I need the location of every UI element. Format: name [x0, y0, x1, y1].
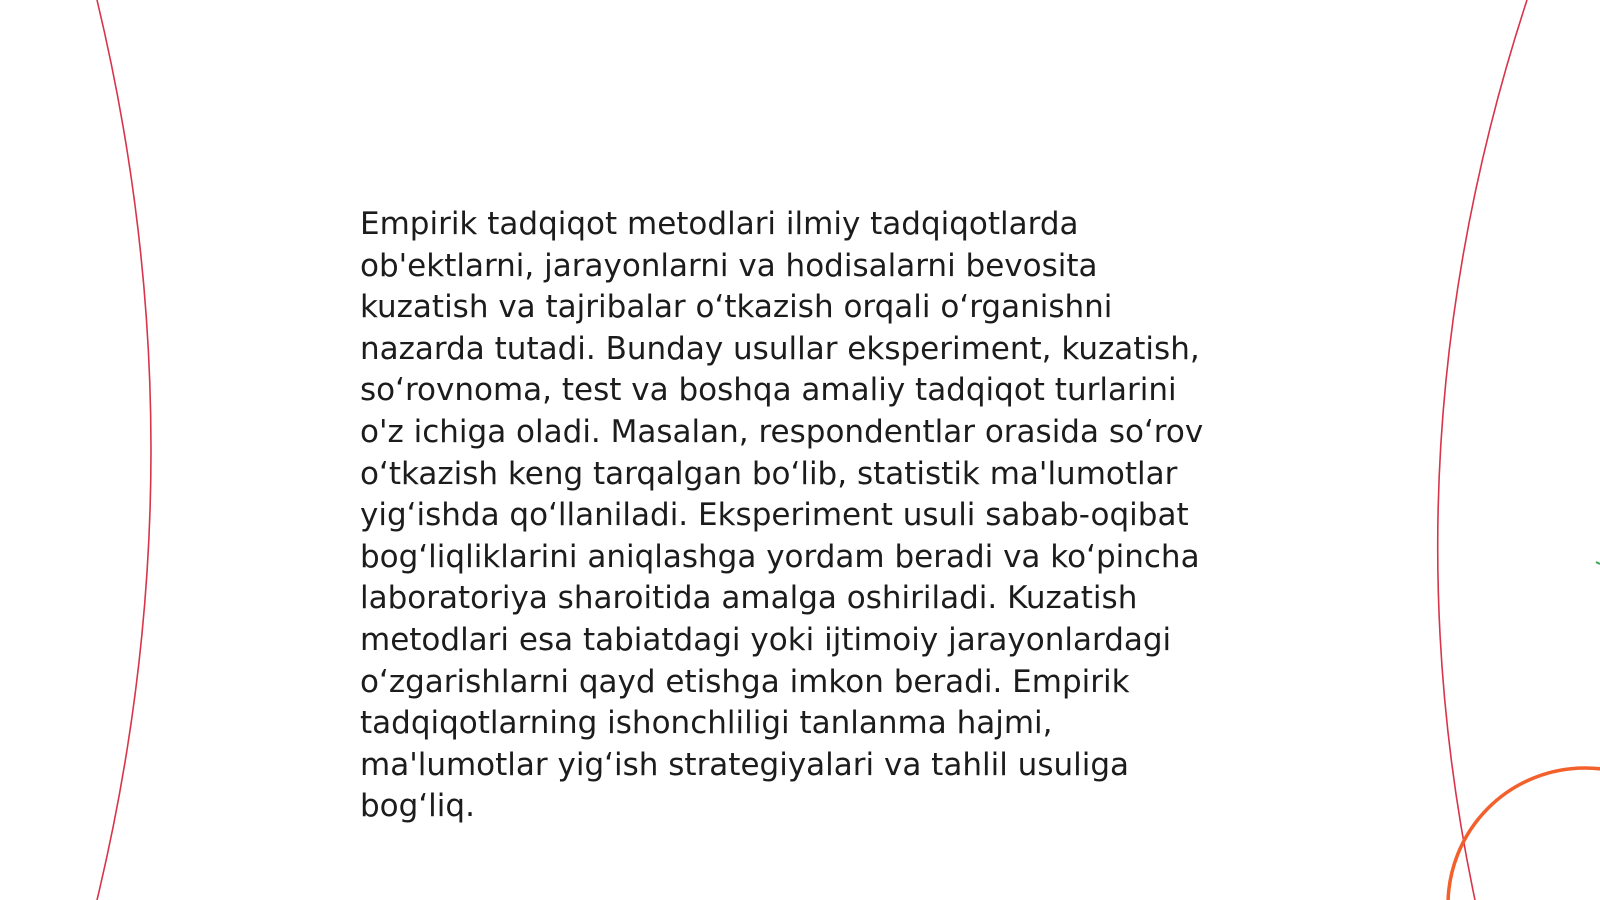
body-line: yig‘ishda qo‘llaniladi. Eksperiment usuli sabab-oqibat — [360, 497, 1189, 534]
right-arc-line — [1438, 0, 1527, 900]
body-line: nazarda tutadi. Bunday usullar eksperiment, kuzatish, — [360, 330, 1200, 367]
body-line: kuzatish va tajribalar o‘tkazish orqali o‘rganishni — [360, 289, 1113, 326]
body-line: Empirik tadqiqot metodlari ilmiy tadqiqotlarda — [360, 206, 1079, 242]
body-line: laboratoriya sharoitida amalga oshiriladi. Kuzatish — [360, 580, 1138, 617]
left-arc-line — [97, 0, 151, 900]
body-line: o'z ichiga oladi. Masalan, respondentlar orasida so‘rov — [360, 413, 1204, 450]
body-line: tadqiqotlarning ishonchliligi tanlanma hajmi, — [360, 705, 1053, 742]
body-line: bog‘liqliklarini aniqlashga yordam beradi va ko‘pincha — [360, 538, 1200, 575]
body-line: ob'ektlarni, jarayonlarni va hodisalarni bevosita — [360, 247, 1098, 284]
body-line: o‘zgarishlarni qayd etishga imkon beradi. Empirik — [360, 663, 1130, 700]
body-line: metodlari esa tabiatdagi yoki ijtimoiy jarayonlardagi — [360, 621, 1172, 658]
body-line: so‘rovnoma, test va boshqa amaliy tadqiqot turlarini — [360, 372, 1177, 409]
body-line: o‘tkazish keng tarqalgan bo‘lib, statistik ma'lumotlar — [360, 455, 1178, 492]
body-line: ma'lumotlar yig‘ish strategiyalari va tahlil usuliga — [360, 746, 1130, 783]
body-paragraph — [360, 204, 1260, 828]
green-edge-mark — [1596, 562, 1600, 564]
body-line: bog‘liq. — [360, 788, 475, 825]
